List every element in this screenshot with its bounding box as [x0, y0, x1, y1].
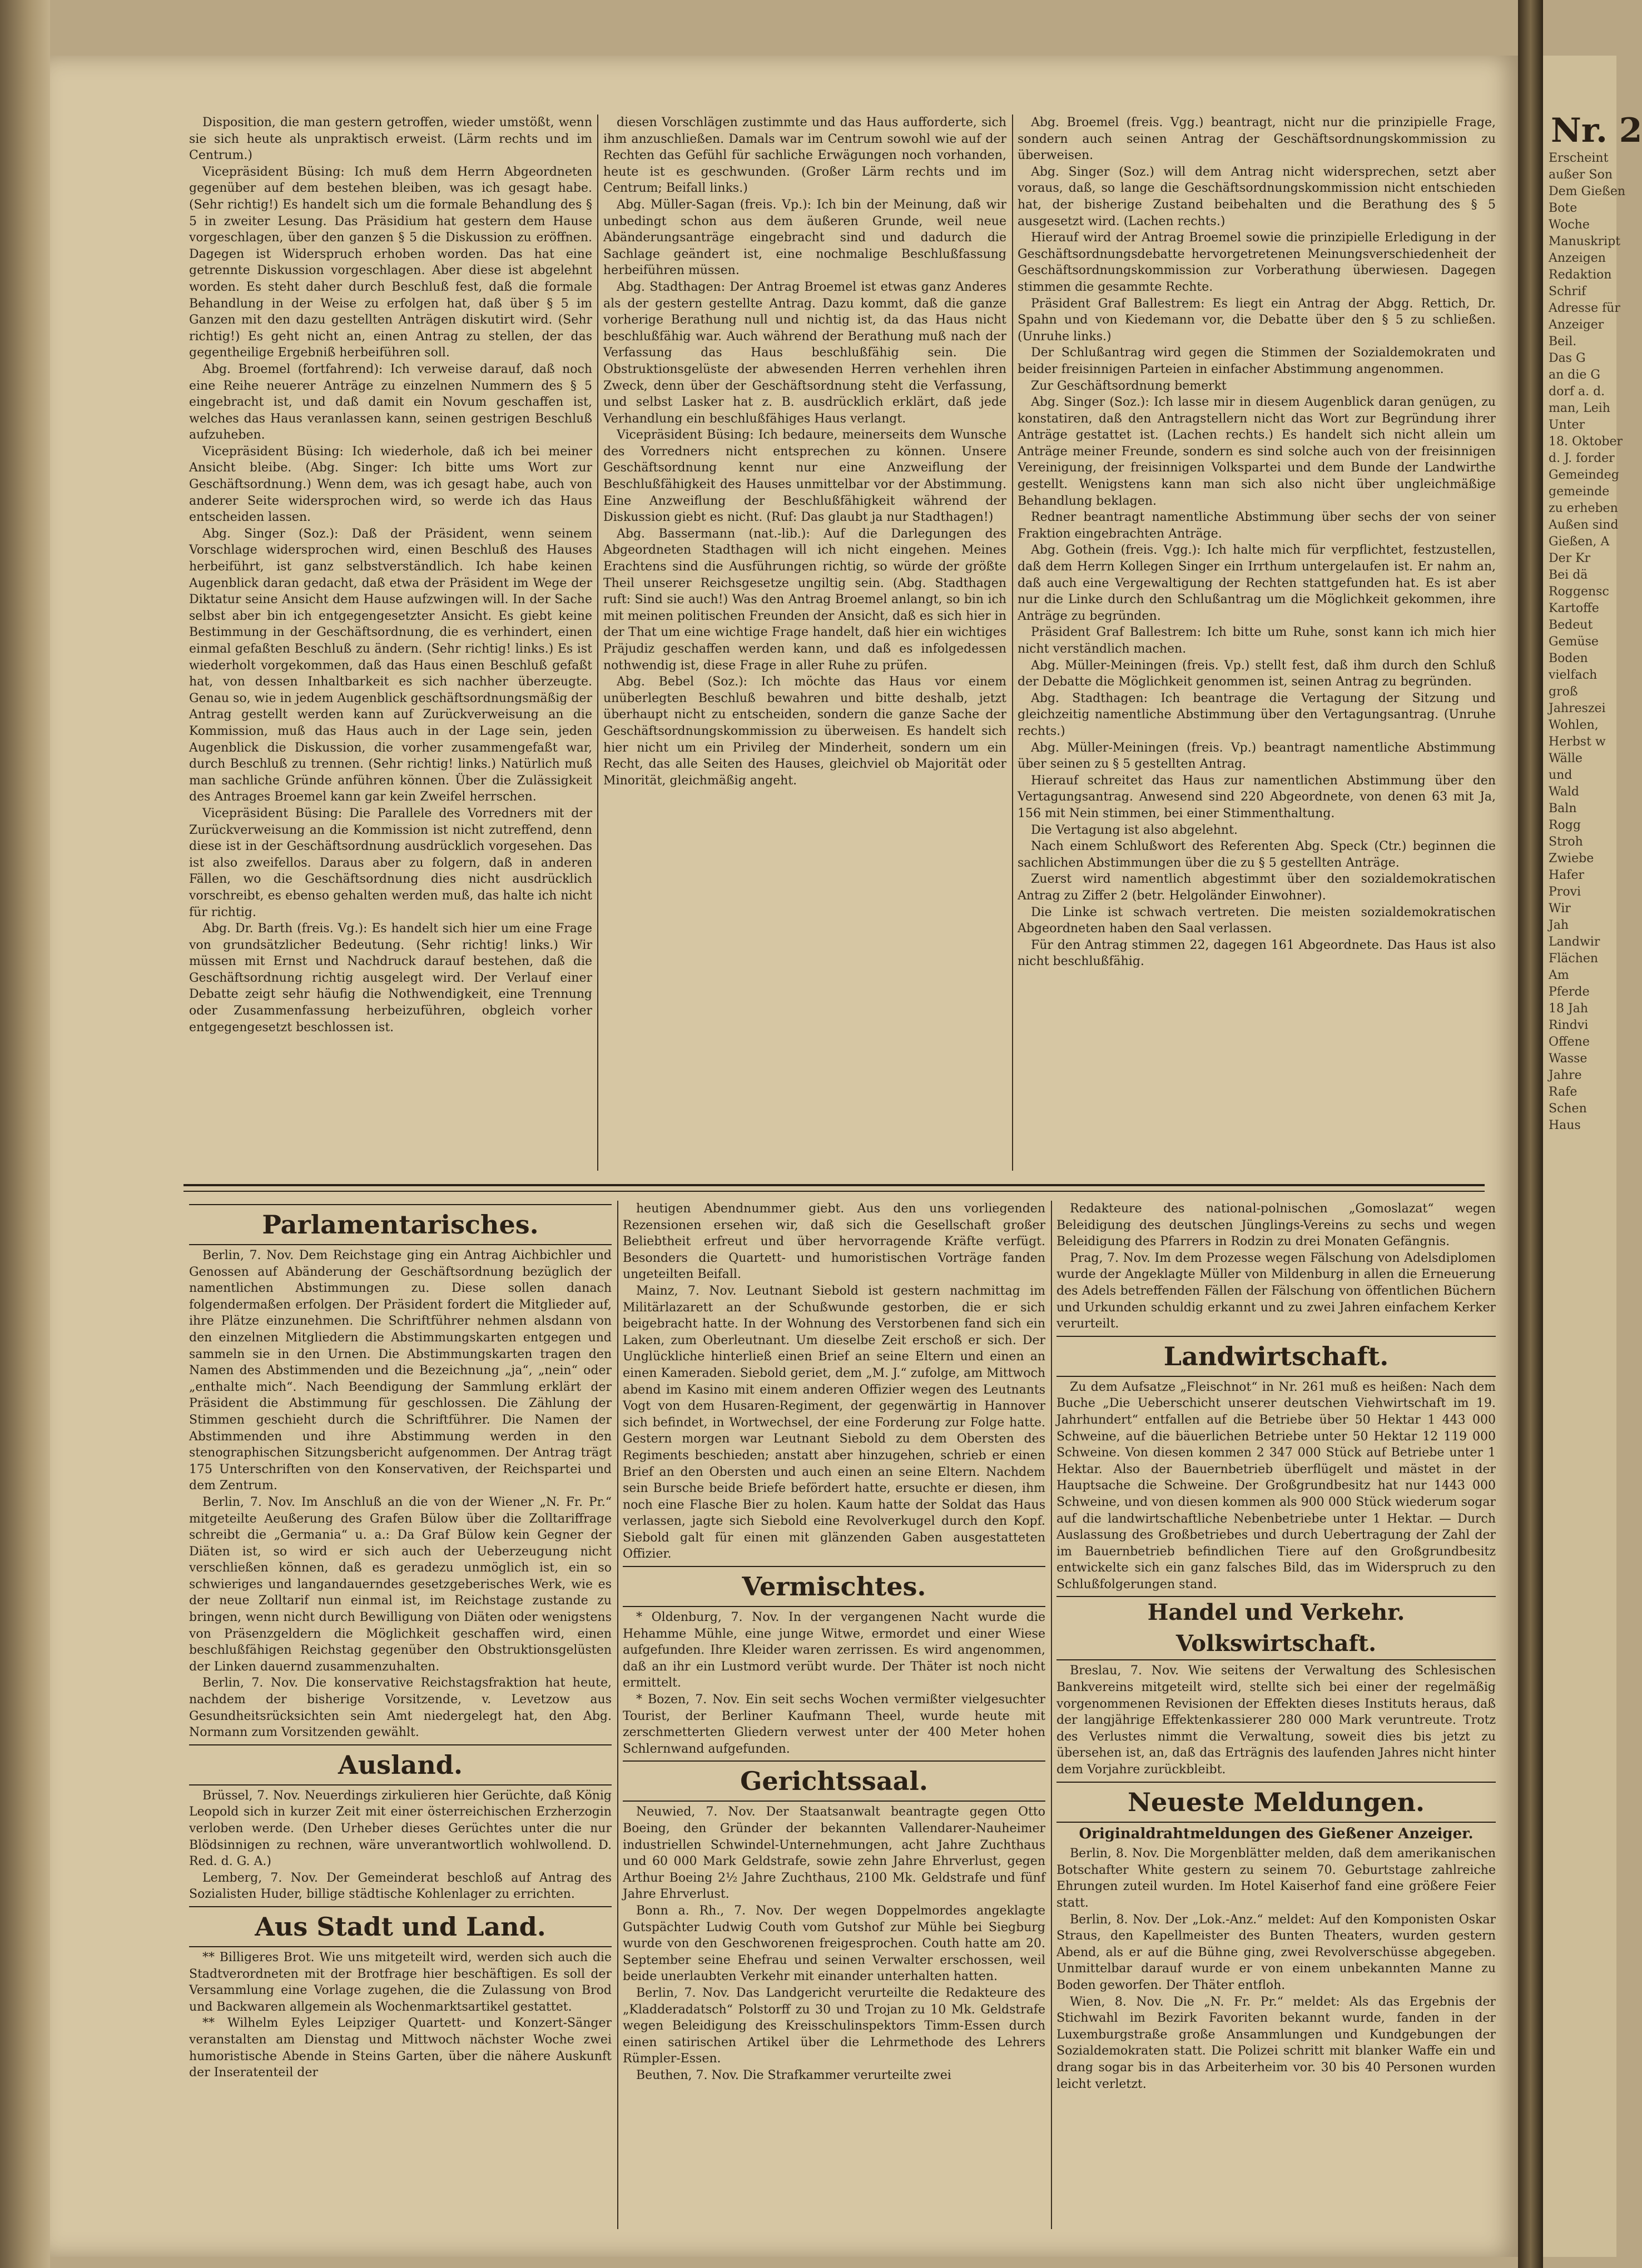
section-heading: Neueste Meldungen.	[1056, 1782, 1496, 1823]
next-page-fragment: Dem Gießen	[1549, 185, 1626, 198]
article-paragraph: Die Linke ist schwach vertreten. Die meisten sozialdemokratischen Abgeordneten haben den Saal verlassen.	[1018, 905, 1496, 936]
next-page-fragment: Schrif	[1549, 285, 1586, 299]
article-paragraph: Vicepräsident Büsing: Ich wiederhole, daß ich bei meiner Ansicht bleibe. (Abg. Singer: Ich bitte ums Wort zur Geschäftsordnung.) Wenn dem, was ich gesagt habe, auch von anderer Seite widersprochen wird, so werde ich das Haus entscheiden lassen.	[189, 444, 592, 525]
next-page-fragment: Kartoffe	[1549, 601, 1599, 615]
article-paragraph: Abg. Müller-Meiningen (freis. Vp.) stellt fest, daß ihm durch den Schluß der Debatte die Möglichkeit genommen ist, seinen Antrag zu begründen.	[1018, 658, 1496, 689]
article-paragraph: Abg. Singer (Soz.) will dem Antrag nicht widersprechen, setzt aber voraus, daß, so lange die Geschäftsordnungskommission nicht entschieden hat, der bisherige Zustand beibehalten und die Berathung des § 5 ausgesetzt wird. (Lachen rechts.)	[1018, 165, 1496, 228]
column-divider	[597, 115, 598, 1171]
next-page-fragment: d. J. forder	[1549, 451, 1615, 465]
next-page-fragment: Offene	[1549, 1035, 1590, 1049]
next-page-header: Nr. 2	[1551, 111, 1642, 150]
next-page-fragment: 18 Jah	[1549, 1002, 1589, 1016]
next-page-fragment: außer Son	[1549, 168, 1613, 182]
next-page-fragment: Herbst w	[1549, 735, 1606, 749]
article-paragraph: Prag, 7. Nov. Im dem Prozesse wegen Fälschung von Adelsdiplomen wurde der Angeklagte Müller von Mildenburg in allen die Erneuerung des Adels betreffenden Fällen der Fälschung von öffentlichen Büchern und Urkunden schuldig erkannt und zu zwei Jahren einfachem Kerker verurteilt.	[1056, 1251, 1496, 1331]
upper-column-2	[603, 115, 1006, 1171]
next-page-fragment: gemeinde	[1549, 485, 1610, 499]
next-page-fragment: Roggensc	[1549, 585, 1609, 599]
next-page-fragment: an die G	[1549, 368, 1600, 382]
next-page-fragment: zu erheben	[1549, 501, 1618, 515]
next-page-fragment: Gemeindeg	[1549, 468, 1619, 482]
next-page-fragment: Anzeiger	[1549, 318, 1604, 332]
article-paragraph: Die Vertagung ist also abgelehnt.	[1031, 823, 1238, 837]
article-paragraph: Abg. Bassermann (nat.-lib.): Auf die Darlegungen des Abgeordneten Stadthagen will ich nicht eingehen. Meines Erachtens sind die Ausführungen richtig, so würde der größte Theil unserer Reichsgesetze ungiltig sein. (Abg. Stadthagen ruft: Sind sie auch!) Was den Antrag Broemel anlangt, so bin ich mit meinen politischen Freunden der Ansicht, daß es sich hier in der That um eine wichtige Frage handelt, daß hier ein wichtiges Präjudiz geschaffen werden kann, und daß es infolgedessen nothwendig ist, diese Frage in aller Ruhe zu prüfen.	[603, 526, 1006, 673]
next-page-fragment: Hafer	[1549, 868, 1584, 882]
next-page-fragment: Jahreszei	[1549, 702, 1606, 715]
next-page-fragment: Anzeigen	[1549, 251, 1606, 265]
column-divider	[1051, 1201, 1052, 2229]
article-paragraph: Berlin, 7. Nov. Dem Reichstage ging ein Antrag Aichbichler und Genossen auf Abänderung der Geschäftsordnung bezüglich der namentlichen Abstimmungen zu. Diese sollen danach folgendermaßen erfolgen. Der Präsident fordert die Mitglieder auf, ihre Plätze einzunehmen. Die Schriftführer nehmen alsdann von den einzelnen Mitgliedern die Abstimmungskarten entgegen und sammeln sie in den Urnen. Die Abstimmungskarten tragen den Namen des Abstimmenden und die Bezeichnung „ja“, „nein“ oder „enthalte mich“. Nach Beendigung der Sammlung erklärt der Präsident die Abstimmung für geschlossen. Die Zählung der Stimmen geschieht durch die Schriftführer. Die Namen der Abstimmenden und ihre Abstimmung werden in den stenographischen Sitzungsbericht aufgenommen. Der Antrag trägt 175 Unterschriften von den Konservativen, der Reichspartei und dem Zentrum.	[189, 1249, 612, 1493]
next-page-fragment: Landwir	[1549, 935, 1600, 949]
next-page-fragment: Gemüse	[1549, 635, 1599, 649]
next-page-fragment: Jah	[1549, 918, 1569, 932]
next-page-fragment: Rogg	[1549, 818, 1581, 832]
upper-column-1	[189, 115, 592, 1171]
next-page-fragment: groß	[1549, 685, 1578, 699]
next-page-fragments	[1543, 150, 1626, 1134]
article-paragraph: Abg. Broemel (fortfahrend): Ich verweise darauf, daß noch eine Reihe neuerer Anträge zu einzelnen Nummern des § 5 eingebracht ist, und daß damit ein Novum geschaffen ist, welches das Haus veranlassen kann, seinen gestrigen Beschluß aufzuheben.	[189, 362, 592, 442]
next-page-fragment: Wasse	[1549, 1052, 1588, 1066]
next-page-fragment: Der Kr	[1549, 551, 1591, 565]
next-page-fragment: Bedeut	[1549, 618, 1593, 632]
article-paragraph: Zur Geschäftsordnung bemerkt	[1031, 379, 1227, 393]
next-page-fragment: Rindvi	[1549, 1018, 1589, 1032]
article-paragraph: Abg. Singer (Soz.): Daß der Präsident, wenn seinem Vorschlage widersprochen wird, einen Beschluß des Hauses herbeiführt, ist ganz selbstverständlich. Ich habe keinen Augenblick daran gedacht, daß etwa der Präsident im Wege der Diktatur seine Ansicht dem Hause aufzwingen will. In der Sache selbst aber bin ich entgegengesetzter Ansicht. Es giebt keine Bestimmung in der Geschäftsordnung, die es verhindert, einen einmal gefaßten Beschluß zu ändern. (Sehr richtig! links.) Es ist wiederholt vorgekommen, daß das Haus einen Beschluß gefaßt hat, von dessen Inhaltbarkeit es sich nachher überzeugte. Genau so, wie in jedem Augenblick geschäftsordnungsmäßig der Antrag gestellt werden kann auf Zurückverweisung an die Kommission, muß das Haus auch in der Lage sein, jeden Augenblick die Diskussion, die vorher zusammengefaßt war, durch Beschluß zu trennen. (Sehr richtig! links.) Natürlich muß man sachliche Gründe anführen können. Über die Zulässigkeit des Antrages Broemel kann gar kein Zweifel herrschen.	[189, 526, 592, 804]
article-paragraph: ** Billigeres Brot. Wie uns mitgeteilt wird, werden sich auch die Stadtverordneten mit der Brotfrage hier beschäftigen. Es soll der Versammlung eine Vorlage zugehen, die die Zulassung von Brod und Backwaren allgemein als Wochenmarktsartikel gestattet.	[189, 1950, 612, 2014]
next-page-fragment: Flächen	[1549, 952, 1599, 966]
article-paragraph: Präsident Graf Ballestrem: Es liegt ein Antrag der Abgg. Rettich, Dr. Spahn und von Kiedemann vor, die Debatte über den § 5 zu schließen. (Unruhe links.)	[1018, 296, 1496, 344]
article-paragraph: Der Schlußantrag wird gegen die Stimmen der Sozialdemokraten und beider freisinnigen Parteien in einfacher Abstimmung angenommen.	[1018, 346, 1496, 376]
next-page-fragment: Baln	[1549, 802, 1577, 815]
next-page-fragment: Pferde	[1549, 985, 1590, 999]
article-paragraph: Breslau, 7. Nov. Wie seitens der Verwaltung des Schlesischen Bankvereins mitgeteilt wird, stellte sich bei einer der regelmäßig vorgenommenen Revisionen der Effekten dieses Instituts heraus, daß der langjährige Effektenkassierer 280 000 Mark veruntreute. Trotz des Verlustes nimmt die Verwaltung, soweit dies bis jetzt zu übersehen ist, an, daß das Erträgnis des laufenden Jahres nicht hinter dem Vorjahre zurückbleibt.	[1056, 1664, 1496, 1777]
article-paragraph: Redakteure des national-polnischen „Gomoslazat“ wegen Beleidigung des deutschen Jünglings-Vereins zu sechs und wegen Beleidigung des Pfarrers in Rodzin zu drei Monaten Gefängnis.	[1056, 1202, 1496, 1249]
section-heading: Handel und Verkehr. Volkswirtschaft.	[1056, 1596, 1496, 1660]
next-page-fragment: Unter	[1549, 418, 1585, 432]
next-page-fragment: Das G	[1549, 351, 1586, 365]
section-heading: Parlamentarisches.	[189, 1204, 612, 1245]
article-paragraph: Zuerst wird namentlich abgestimmt über den sozialdemokratischen Antrag zu Ziffer 2 (betr. Helgoländer Einwohner).	[1018, 872, 1496, 903]
article-paragraph: Abg. Dr. Barth (freis. Vg.): Es handelt sich hier um eine Frage von grundsätzlicher Bedeutung. (Sehr richtig! links.) Wir müssen mit Ernst und Nachdruck darauf bestehen, daß die Geschäftsordnung richtig ausgelegt wird. Der Verlauf einer Debatte zeigt sehr häufig die Nothwendigkeit, eine Trennung oder Zusammenfassung herbeizuführen, obgleich vorher entgegengesetzt beschlossen ist.	[189, 922, 592, 1034]
next-page-fragment: Adresse für	[1549, 301, 1620, 315]
lower-column-2	[623, 1201, 1045, 2229]
article-paragraph: Berlin, 7. Nov. Im Anschluß an die von der Wiener „N. Fr. Pr.“ mitgeteilte Aeußerung des Grafen Bülow über die Zolltariffrage schreibt die „Germania“ u. a.: Da Graf Bülow kein Gegner der Diäten ist, so wird er sich auch der Ueberzeugung nicht verschließen können, daß es geradezu unmöglich ist, ein so schwieriges und langandauerndes gesetzgeberisches Werk, wie es der neue Zolltarif nun einmal ist, im Reichstage zustande zu bringen, wenn nicht durch Bewilligung von Diäten oder wenigstens von Präsenzgeldern die Möglichkeit geschaffen wird, einen beschlußfähigen Reichstag gegenüber den Obstruktionsgelüsten der Linken dauernd zusammenzuhalten.	[189, 1495, 612, 1674]
lower-column-3	[1056, 1201, 1496, 2229]
next-page-fragment: Zwiebe	[1549, 852, 1594, 866]
book-gutter	[0, 0, 50, 2268]
next-page-fragment: Schen	[1549, 1102, 1587, 1116]
article-paragraph: Präsident Graf Ballestrem: Ich bitte um Ruhe, sonst kann ich mich hier nicht verständlich machen.	[1018, 625, 1496, 656]
article-paragraph: Abg. Broemel (freis. Vgg.) beantragt, nicht nur die prinzipielle Frage, sondern auch seinen Antrag der Geschäftsordnungskommission zu überweisen.	[1018, 116, 1496, 163]
article-paragraph: Abg. Gothein (freis. Vgg.): Ich halte mich für verpflichtet, festzustellen, daß dem Herrn Kollegen Singer ein Irrthum untergelaufen ist. Er nahm an, daß auch eine Vergewaltigung der Rechten stattgefunden hat. Es ist aber nur die Linke durch den Schlußantrag um die Möglichkeit gekommen, ihre Anträge zu begründen.	[1018, 543, 1496, 623]
next-page-fragment: man, Leih	[1549, 401, 1610, 415]
article-paragraph: Neuwied, 7. Nov. Der Staatsanwalt beantragte gegen Otto Boeing, den Gründer der bekannten Vallendarer-Nauheimer industriellen Schwindel-Unternehmungen, acht Jahre Zuchthaus und 60 000 Mark Geldstrafe, sowie zehn Jahre Ehrverlust, gegen Arthur Boeing 2½ Jahre Zuchthaus, 2100 Mk. Geldstrafe und fünf Jahre Ehrverlust.	[623, 1805, 1045, 1902]
next-page-fragment: Redaktion	[1549, 268, 1612, 282]
next-page-fragment: Stroh	[1549, 835, 1583, 849]
next-page-fragment: Wälle	[1549, 752, 1583, 765]
section-subheading: Originaldrahtmeldungen des Gießener Anzeiger.	[1079, 1825, 1474, 1842]
article-paragraph: Disposition, die man gestern getroffen, wieder umstößt, wenn sie sich heute als unpraktisch erweist. (Lärm rechts und im Centrum.)	[189, 116, 592, 163]
next-page-fragment: Beil.	[1549, 335, 1577, 349]
next-page-fragment: Boden	[1549, 651, 1588, 665]
next-page-fragment: Bei dä	[1549, 568, 1588, 582]
article-paragraph: Redner beantragt namentliche Abstimmung über sechs der von seiner Fraktion eingebrachten Anträge.	[1018, 510, 1496, 541]
next-page-fragment: Bote	[1549, 201, 1577, 215]
upper-column-3	[1018, 115, 1496, 1171]
next-page-fragment: Wohlen,	[1549, 718, 1599, 732]
book-binding	[1518, 0, 1543, 2268]
article-paragraph: ** Wilhelm Eyles Leipziger Quartett- und Konzert-Sänger veranstalten am Dienstag und Mittwoch nächster Woche zwei humoristische Abende in Steins Garten, über die nähere Auskunft der Inseratenteil der	[189, 2016, 612, 2080]
article-paragraph: Abg. Stadthagen: Der Antrag Broemel ist etwas ganz Anderes als der gestern gestellte Antrag. Dazu kommt, daß die ganze vorherige Berathung null und nichtig ist, da das Haus nicht beschlußfähig war. Auch während der Berathung muß nach der Verfassung das Haus beschlußfähig sein. Die Obstruktionsgelüste der abwesenden Herren verhehlen ihren Zweck, denn über der Geschäftsordnung steht die Verfassung, und selbst Lasker hat z. B. ausdrücklich erklärt, daß jede Verhandlung ein beschlußfähiges Haus verlangt.	[603, 280, 1006, 426]
next-page-fragment: Erscheint	[1549, 151, 1609, 165]
section-heading: Landwirtschaft.	[1056, 1336, 1496, 1377]
article-paragraph: Lemberg, 7. Nov. Der Gemeinderat beschloß auf Antrag des Sozialisten Huder, billige städtische Kohlenlager zu errichten.	[189, 1871, 612, 1902]
article-paragraph: Bonn a. Rh., 7. Nov. Der wegen Doppelmordes angeklagte Gutspächter Ludwig Couth vom Gutshof zur Mühle bei Siegburg wurde von den Geschworenen freigesprochen. Couth hatte am 20. September seine Ehefrau und seinen Verwalter erschossen, weil beide unerlaubten Verkehr mit einander unterhalten hatten.	[623, 1903, 1045, 1984]
next-page-fragment: Am	[1549, 968, 1569, 982]
next-page-fragment: 18. Oktober	[1549, 435, 1623, 449]
section-heading: Ausland.	[189, 1744, 612, 1785]
article-paragraph: Berlin, 8. Nov. Der „Lok.-Anz.“ meldet: Auf den Komponisten Oskar Straus, den Kapellmeister des Bunten Theaters, wurden gestern Abend, als er auf die Bühne ging, zwei Revolverschüsse abgegeben. Unmittelbar darauf wurde er von einem unbekannten Manne zu Boden geworfen. Der Thäter entfloh.	[1056, 1912, 1496, 1992]
article-paragraph: diesen Vorschlägen zustimmte und das Haus aufforderte, sich ihm anzuschließen. Damals war im Centrum sowohl wie auf der Rechten das Gefühl für sachliche Erwägungen noch vorhanden, heute ist es geschwunden. (Großer Lärm rechts und im Centrum; Beifall links.)	[603, 116, 1006, 196]
article-paragraph: Wien, 8. Nov. Die „N. Fr. Pr.“ meldet: Als das Ergebnis der Stichwahl im Bezirk Favoriten bekannt wurde, fanden in der Luxemburgstraße große Ansammlungen und Kundgebungen der Sozialdemokraten statt. Die Polizei schritt mit blanker Waffe ein und drang sogar bis in das Arbeiterheim vor. 30 bis 40 Personen wurden leicht verletzt.	[1056, 1995, 1496, 2091]
section-heading: Aus Stadt und Land.	[189, 1906, 612, 1947]
article-paragraph: * Oldenburg, 7. Nov. In der vergangenen Nacht wurde die Hehamme Mühle, eine junge Witwe, ermordet und einer Wiese aufgefunden. Ihre Kleider waren zerrissen. Es wird angenommen, daß an ihr ein Lustmord verübt wurde. Der Thäter ist noch nicht ermittelt.	[623, 1610, 1045, 1690]
article-paragraph: Berlin, 7. Nov. Die konservative Reichstagsfraktion hat heute, nachdem der bisherige Vorsitzende, v. Levetzow aus Gesundheitsrücksichten sein Amt niedergelegt hat, den Abg. Normann zum Vorsitzenden gewählt.	[189, 1676, 612, 1740]
next-page-fragment: Jahre	[1549, 1068, 1582, 1082]
column-divider	[1012, 115, 1013, 1171]
next-page-fragment: Manuskript	[1549, 235, 1621, 248]
section-heading: Vermischtes.	[623, 1566, 1045, 1607]
article-paragraph: Abg. Singer (Soz.): Ich lasse mir in diesem Augenblick daran genügen, zu konstatiren, daß den Antragstellern nicht das Wort zur Begründung ihrer Anträge gestattet ist. (Lachen rechts.) Es handelt sich nicht allein um Anträge meiner Freunde, sondern es sind solche auch von der freisinnigen Vereinigung, der freisinnigen Volkspartei und dem Bunde der Landwirthe gestellt. Wenigstens kann man sich also nicht über ungleichmäßige Behandlung beklagen.	[1018, 395, 1496, 508]
article-paragraph: Berlin, 8. Nov. Die Morgenblätter melden, daß dem amerikanischen Botschafter White gestern zu seinem 70. Geburtstage zahlreiche Ehrungen zuteil wurden. Im Hotel Kaiserhof fand eine größere Feier statt.	[1056, 1847, 1496, 1910]
next-page-fragment: Haus	[1549, 1118, 1581, 1132]
next-page-fragment: Provi	[1549, 885, 1581, 899]
next-page-fragment: Woche	[1549, 218, 1590, 232]
article-paragraph: Nach einem Schlußwort des Referenten Abg. Speck (Ctr.) beginnen die sachlichen Abstimmungen über die zu § 5 gestellten Anträge.	[1018, 839, 1496, 870]
article-paragraph: Abg. Müller-Sagan (freis. Vp.): Ich bin der Meinung, daß wir unbedingt schon aus dem äußeren Grunde, weil neue Abänderungsanträge eingebracht sind und dadurch die Sachlage geändert ist, eine nochmalige Beschlußfassung herbeiführen müssen.	[603, 197, 1006, 278]
next-page-edge	[1543, 56, 1642, 2257]
article-paragraph: Abg. Bebel (Soz.): Ich möchte das Haus vor einem unüberlegten Beschluß bewahren und bitte deshalb, jetzt überhaupt nicht zu entscheiden, sondern die ganze Sache der Geschäftsordnungskommission zu überweisen. Es handelt sich hier nicht um ein Privileg der Minderheit, sondern um ein Recht, das alle Seiten des Hauses, gleichviel ob Majorität oder Minorität, gleichmäßig angeht.	[603, 675, 1006, 788]
article-paragraph: Zu dem Aufsatze „Fleischnot“ in Nr. 261 muß es heißen: Nach dem Buche „Die Ueberschicht unserer deutschen Viehwirtschaft im 19. Jahrhundert“ entfallen auf die Betriebe über 50 Hektar 1 443 000 Schweine, auf die bäuerlichen Betriebe unter 50 Hektar 12 119 000 Schweine. Von diesen kommen 2 347 000 Stück auf Betriebe unter 1 Hektar. Also der Bauernbetrieb überflügelt und mästet in der Hauptsache die Schweine. Der Großgrundbesitz hat nur 1443 000 Schweine, und von diesen kommen als 900 000 Stück wiederum sogar auf die landwirtschaftliche Nebenbetriebe unter 1 Hektar. — Durch Auslassung des Großbetriebes und durch Uebertragung der Zahl der im Bauernbetrieb befindlichen Tiere auf den Großgrundbesitz entwickelte sich ein ganz falsches Bild, das im Widerspruch zu den Schlußfolgerungen stand.	[1056, 1380, 1496, 1591]
next-page-fragment: Wir	[1549, 902, 1571, 916]
article-paragraph: Für den Antrag stimmen 22, dagegen 161 Abgeordnete. Das Haus ist also nicht beschlußfähig.	[1018, 938, 1496, 969]
article-paragraph: Hierauf schreitet das Haus zur namentlichen Abstimmung über den Vertagungsantrag. Anwesend sind 220 Abgeordnete, von denen 63 mit Ja, 156 mit Nein stimmen, bei einer Stimmenthaltung.	[1018, 773, 1496, 820]
section-heading: Gerichtssaal.	[623, 1760, 1045, 1802]
next-page-fragment: Gießen, A	[1549, 535, 1610, 549]
article-paragraph: Vicepräsident Büsing: Die Parallele des Vorredners mit der Zurückverweisung an die Kommission ist nicht zutreffend, denn diese ist in der Geschäftsordnung ausdrücklich vorgesehen. Das ist also zweifellos. Daraus aber zu folgern, daß in anderen Fällen, wo die Geschäftsordnung dies nicht ausdrücklich vorschreibt, es ebenso gehalten werden muß, das halte ich nicht für richtig.	[189, 806, 592, 919]
article-paragraph: Hierauf wird der Antrag Broemel sowie die prinzipielle Erledigung in der Geschäftsordnungsdebatte hervorgetretenen Meinungsverschiedenheit der Geschäftsordnungskommission zur Vorberathung überwiesen. Dagegen stimmen die gesammte Rechte.	[1018, 231, 1496, 294]
lower-column-1	[189, 1201, 612, 2229]
article-paragraph: Vicepräsident Büsing: Ich bedaure, meinerseits dem Wunsche des Vorredners nicht entsprechen zu können. Unsere Geschäftsordnung kennt nur eine Anzweiflung der Beschlußfähigkeit des Hauses unmittelbar vor der Abstimmung. Eine Anzweiflung der Beschlußfähigkeit während der Diskussion giebt es nicht. (Ruf: Das glaubt ja nur Stadthagen!)	[603, 428, 1006, 525]
article-paragraph: Berlin, 7. Nov. Das Landgericht verurteilte die Redakteure des „Kladderadatsch“ Polstorff zu 30 und Trojan zu 10 Mk. Geldstrafe wegen Beleidigung des Kreisschulinspektors Timm-Essen durch einen satirischen Artikel über die Lehrmethode des Lehrers Rümpler-Essen.	[623, 1986, 1045, 2066]
article-paragraph: Vicepräsident Büsing: Ich muß dem Herrn Abgeordneten gegenüber auf dem bestehen bleiben, was ich gesagt habe. (Sehr richtig!) Es handelt sich um die formale Behandlung des § 5 in zweiter Lesung. Das Präsidium hat gestern dem Hause vorgeschlagen, über den ganzen § 5 die Diskussion zu eröffnen. Dagegen ist Widerspruch erhoben worden. Das hat eine getrennte Diskussion vorgeschlagen. Aber diese ist abgelehnt worden. Es steht daher durch Beschluß fest, daß die formale Behandlung in der Weise zu erfolgen hat, daß über § 5 im Ganzen mit den dazu gestellten Anträgen diskutirt wird. (Sehr richtig!) Es geht nicht an, einen Antrag zu stellen, der das gegentheilige Ergebniß herbeiführen soll.	[189, 165, 592, 360]
article-paragraph: Brüssel, 7. Nov. Neuerdings zirkulieren hier Gerüchte, daß König Leopold sich in kurzer Zeit mit einer österreichischen Erzherzogin verloben werde. (Den Urheber dieses Gerüchtes unter die nur Blödsinnigen zu rechnen, wäre unverantwortlich wohlwollend. D. Red. d. G. A.)	[189, 1788, 612, 1869]
article-paragraph: Abg. Stadthagen: Ich beantrage die Vertagung der Sitzung und gleichzeitig namentliche Abstimmung über den Vertagungsantrag. (Unruhe rechts.)	[1018, 691, 1496, 738]
page-divider-rule	[183, 1184, 1485, 1192]
article-paragraph: Abg. Müller-Meiningen (freis. Vp.) beantragt namentliche Abstimmung über seinen zu § 5 gestellten Antrag.	[1018, 740, 1496, 772]
next-page-fragment: Wald	[1549, 785, 1579, 799]
article-paragraph: Beuthen, 7. Nov. Die Strafkammer verurteilte zwei	[636, 2068, 951, 2082]
next-page-fragment: dorf a. d.	[1549, 385, 1605, 399]
article-paragraph: Mainz, 7. Nov. Leutnant Siebold ist gestern nachmittag im Militärlazarett an der Schußwunde gestorben, die er sich beigebracht hatte. In der Wohnung des Verstorbenen fand sich ein Laken, zum Oberleutnant. Um dieselbe Zeit erschoß er sich. Der Unglückliche hinterließ einen Brief an seine Eltern und einen an einen Kameraden. Siebold geriet, dem „M. J.“ zufolge, am Mittwoch abend im Kasino mit einem anderen Offizier wegen des Leutnants Vogt von dem Husaren-Regiment, der gegenwärtig in Hannover sich befindet, in Wortwechsel, der eine Forderung zur Folge hatte. Gestern morgen war Leutnant Siebold zu dem Obersten des Regiments beschieden; anstatt aber hinzugehen, schrieb er einen Brief an den Obersten und auch einen an seine Eltern. Nachdem sein Bursche beide Briefe befördert hatte, ersuchte er diesen, ihm noch eine Flasche Bier zu holen. Kaum hatte der Soldat das Haus verlassen, jagte sich Siebold eine Revolverkugel durch den Kopf. Siebold galt für einen mit glänzenden Gaben ausgestatteten Offizier.	[623, 1284, 1045, 1561]
article-paragraph: * Bozen, 7. Nov. Ein seit sechs Wochen vermißter vielgesuchter Tourist, der Berliner Kaufmann Theel, wurde heute mit zerschmetterten Gliedern verwest unter der 400 Meter hohen Schlernwand aufgefunden.	[623, 1693, 1045, 1756]
article-paragraph: heutigen Abendnummer giebt. Aus den uns vorliegenden Rezensionen ersehen wir, daß sich die Gesellschaft großer Beliebtheit erfreut und über hervorragende Kräfte verfügt. Besonders die Quartett- und humoristischen Vorträge fanden ungeteilten Beifall.	[623, 1202, 1045, 1282]
next-page-fragment: und	[1549, 768, 1572, 782]
next-page-fragment: Rafe	[1549, 1085, 1577, 1099]
next-page-fragment: vielfach	[1549, 668, 1598, 682]
next-page-fragment: Außen sind	[1549, 518, 1619, 532]
column-divider	[617, 1201, 618, 2229]
